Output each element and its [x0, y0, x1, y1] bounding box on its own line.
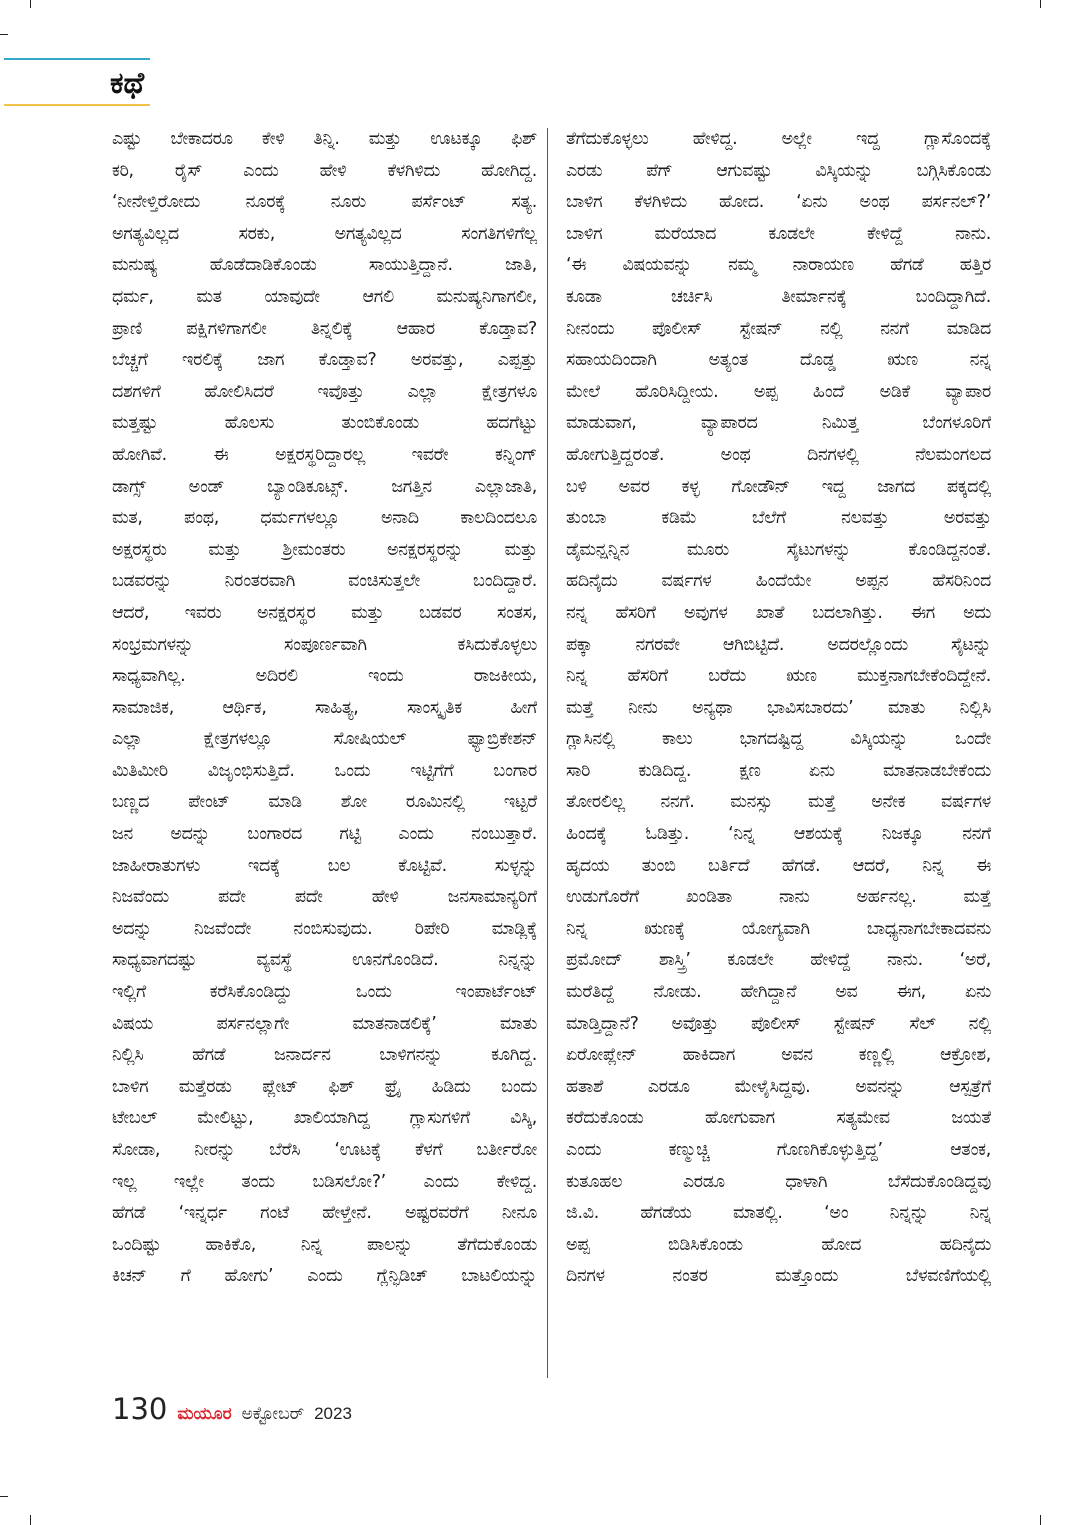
text-line: ಸಂಭ್ರಮಗಳನ್ನು ಸಂಪೂರ್ಣವಾಗಿ ಕಸಿದುಕೊಳ್ಳಲು: [112, 634, 537, 655]
text-line: ಬಾಳಿಗ ಮತ್ತೆರಡು ಪ್ಲೇಟ್ ಫಿಶ್ ಫ್ರೈ ಹಿಡಿದು ಬಂದು: [112, 1076, 537, 1097]
header-rule-top: [4, 58, 150, 60]
text-line: ನನ್ನ ಹೆಸರಿಗೆ ಅವುಗಳ ಖಾತೆ ಬದಲಾಗಿತ್ತು. ಈಗ ಅದು: [566, 602, 991, 623]
text-line: ಸಹಾಯದಿಂದಾಗಿ ಅತ್ಯಂತ ದೊಡ್ಡ ಋಣ ನನ್ನ: [566, 350, 991, 371]
text-line: ಹೆಗಡೆ ‘ಇನ್ನರ್ಧ ಗಂಟೆ ಹೇಳ್ತೇನೆ. ಅಷ್ಟರವರೆಗೆ ನೀನೂ: [112, 1203, 537, 1224]
text-line: ಕರೆದುಕೊಂಡು ಹೋಗುವಾಗ ಸತ್ಯಮೇವ ಜಯತೆ: [566, 1108, 991, 1129]
text-line: ‘ಈ ವಿಷಯವನ್ನು ನಮ್ಮ ನಾರಾಯಣ ಹೆಗಡೆ ಹತ್ತಿರ: [566, 255, 991, 276]
text-line: ನಿಲ್ಲಿಸಿ ಹೆಗಡೆ ಜನಾರ್ದನ ಬಾಳಿಗನನ್ನು ಕೂಗಿದ್ದ.: [112, 1045, 537, 1066]
text-line: ಆದರೆ, ಇವರು ಅನಕ್ಷರಸ್ಥರ ಮತ್ತು ಬಡವರ ಸಂತಸ,: [112, 602, 537, 623]
text-line: ಜಿ.ವಿ. ಹೆಗಡೆಯ ಮಾತಲ್ಲಿ. ‘ಅಂ ನಿನ್ನನ್ನು ನಿನ್ನ: [566, 1203, 991, 1224]
text-line: ಬಡವರನ್ನು ನಿರಂತರವಾಗಿ ವಂಚಿಸುತ್ತಲೇ ಬಂದಿದ್ದಾರೆ.: [112, 571, 537, 592]
text-line: ತುಂಬಾ ಕಡಿಮೆ ಬೆಲೆಗೆ ನಲವತ್ತು ಅರವತ್ತು: [566, 508, 991, 529]
text-line: ದಶಗಳಿಗೆ ಹೋಲಿಸಿದರೆ ಇವೊತ್ತು ಎಲ್ಲಾ ಕ್ಷೇತ್ರಗಳೂ: [112, 381, 537, 402]
crop-mark: [30, 0, 31, 8]
text-line: ಉಡುಗೊರೆಗೆ ಖಂಡಿತಾ ನಾನು ಅರ್ಹನಲ್ಲ. ಮತ್ತೆ: [566, 887, 991, 908]
text-line: ಬಳಿ ಅವರ ಕಳ್ಳ ಗೋಡೌನ್ ಇದ್ದ ಜಾಗದ ಪಕ್ಕದಲ್ಲಿ: [566, 476, 991, 497]
text-line: ಮತ್ತಷ್ಟು ಹೊಲಸು ತುಂಬಿಕೊಂಡು ಹದಗೆಟ್ಟು: [112, 413, 537, 434]
crop-mark: [30, 1515, 31, 1525]
issue-month: ಅಕ್ಟೋಬರ್: [241, 1404, 305, 1424]
text-line: ಎಷ್ಟು ಬೇಕಾದರೂ ಕೇಳಿ ತಿನ್ನಿ. ಮತ್ತು ಊಟಕ್ಕೂ ಫಿಶ್: [112, 129, 537, 149]
text-line: ಕರಿ, ರೈಸ್ ಎಂದು ಹೇಳಿ ಕೆಳಗಿಳಿದು ಹೋಗಿದ್ದ.: [112, 160, 537, 181]
crop-mark: [1040, 1515, 1041, 1525]
text-line: ಹೃದಯ ತುಂಬಿ ಬರ್ತಿದೆ ಹೆಗಡೆ. ಆದರೆ, ನಿನ್ನ ಈ: [566, 855, 991, 876]
magazine-logo: ಮಯೂರ: [177, 1404, 232, 1424]
section-label: ಕಥೆ: [110, 66, 145, 101]
header-rule-bottom: [4, 104, 150, 106]
text-line: ಎಲ್ಲಾ ಕ್ಷೇತ್ರಗಳಲ್ಲೂ ಸೋಷಿಯಲ್ ಫ್ಯಾಬ್ರಿಕೇಶನ್: [112, 729, 537, 750]
text-line: ಅಗತ್ಯವಿಲ್ಲದ ಸರಕು, ಅಗತ್ಯವಿಲ್ಲದ ಸಂಗತಿಗಳಿಗೆಲ್ಲ: [112, 223, 537, 244]
text-line: ವಿಷಯ ಪರ್ಸನಲ್ಲಾಗೇ ಮಾತನಾಡಲಿಕ್ಕೆ’ ಮಾತು: [112, 1013, 537, 1034]
text-line: ಜಾಹೀರಾತುಗಳು ಇದಕ್ಕೆ ಬಲ ಕೊಟ್ಟಿವೆ. ಸುಳ್ಳನ್ನು: [112, 855, 537, 876]
text-line: ಪ್ರಮೋದ್ ಶಾಸ್ತ್ರಿ’ ಕೂಡಲೇ ಹೇಳಿದ್ದೆ ನಾನು. ‘ಅರೆ,: [566, 950, 991, 971]
text-line: ಟೇಬಲ್ ಮೇಲಿಟ್ಟು, ಖಾಲಿಯಾಗಿದ್ದ ಗ್ಲಾಸುಗಳಿಗೆ ವಿಸ್ಕಿ,: [112, 1108, 537, 1129]
text-line: ಹೋಗುತ್ತಿದ್ದರಂತೆ. ಅಂಥ ದಿನಗಳಲ್ಲಿ ನೆಲಮಂಗಲದ: [566, 444, 991, 465]
text-line: ಸಾಧ್ಯವಾಗಿಲ್ಲ. ಅದಿರಲಿ ಇಂದು ರಾಜಕೀಯ,: [112, 666, 537, 687]
text-line: ಮನುಷ್ಯ ಹೊಡೆದಾಡಿಕೊಂಡು ಸಾಯುತ್ತಿದ್ದಾನೆ. ಜಾತಿ,: [112, 255, 537, 276]
text-line: ಸಾಧ್ಯವಾಗದಷ್ಟು ವ್ಯವಸ್ಥೆ ಊನಗೊಂಡಿದೆ. ನಿನ್ನನ್ನು: [112, 950, 537, 971]
crop-mark: [0, 1496, 8, 1497]
text-line: ಬಾಳಿಗ ಮರೆಯಾದ ಕೂಡಲೇ ಕೇಳಿದ್ದೆ ನಾನು.: [566, 223, 991, 244]
text-line: ಮತ, ಪಂಥ, ಧರ್ಮಗಳಲ್ಲೂ ಅನಾದಿ ಕಾಲದಿಂದಲೂ: [112, 508, 537, 529]
text-line: ಮತ್ತೆ ನೀನು ಅನ್ಯಥಾ ಭಾವಿಸಬಾರದು’ ಮಾತು ನಿಲ್ಲಿಸಿ: [566, 697, 991, 718]
text-line: ಕಿಚನ್ ಗೆ ಹೋಗು’ ಎಂದು ಗ್ಲೆನ್ಫಿಡಿಚ್ ಬಾಟಲಿಯನ್ನು: [112, 1266, 537, 1287]
column-divider: [547, 128, 548, 1378]
text-line: ಡೈಮನ್ಷನ್ನಿನ ಮೂರು ಸೈಟುಗಳನ್ನು ಕೊಂಡಿದ್ದನಂತೆ.: [566, 539, 991, 560]
text-line: ಜನ ಅದನ್ನು ಬಂಗಾರದ ಗಟ್ಟಿ ಎಂದು ನಂಬುತ್ತಾರೆ.: [112, 824, 537, 845]
page-number: 130: [112, 1392, 168, 1426]
text-line: ತೋರಲಿಲ್ಲ ನನಗೆ. ಮನಸ್ಸು ಮತ್ತೆ ಅನೇಕ ವರ್ಷಗಳ: [566, 792, 991, 813]
text-line: ಸಾರಿ ಕುಡಿದಿದ್ದ. ಕ್ಷಣ ಏನು ಮಾತನಾಡಬೇಕೆಂದು: [566, 760, 991, 781]
left-text-column: [112, 124, 537, 1293]
page-footer: [112, 1392, 352, 1432]
text-line: ಎರಡು ಪೆಗ್ ಆಗುವಷ್ಟು ವಿಸ್ಕಿಯನ್ನು ಬಗ್ಗಿಸಿಕೊಂಡು: [566, 160, 991, 181]
text-line: ದಿನಗಳ ನಂತರ ಮತ್ತೊಂದು ಬೆಳವಣಿಗೆಯಲ್ಲಿ: [566, 1266, 991, 1287]
text-line: ಮಾಡುವಾಗ, ವ್ಯಾಪಾರದ ನಿಮಿತ್ತ ಬೆಂಗಳೂರಿಗೆ: [566, 413, 991, 434]
text-line: ಏರೋಪ್ಲೇನ್ ಹಾಕಿದಾಗ ಅವನ ಕಣ್ಣಲ್ಲಿ ಆಕ್ರೋಶ,: [566, 1045, 991, 1066]
text-line: ‘ನೀನೇಳ್ತಿರೋದು ನೂರಕ್ಕೆ ನೂರು ಪರ್ಸೆಂಟ್ ಸತ್ಯ.: [112, 192, 537, 213]
text-line: ಹತಾಶೆ ಎರಡೂ ಮೇಳೈಸಿದ್ದವು. ಅವನನ್ನು ಆಸ್ಪತ್ರೆಗೆ: [566, 1076, 991, 1097]
text-line: ಡಾಗ್ಸ್ ಅಂಡ್ ಬ್ಯಾಂಡಿಕೂಟ್ಸ್. ಜಗತ್ತಿನ ಎಲ್ಲಾಜಾತಿ,: [112, 476, 537, 497]
text-line: ಅಪ್ಪ ಬಿಡಿಸಿಕೊಂಡು ಹೋದ ಹದಿನೈದು: [566, 1234, 991, 1255]
text-line: ನೀನಂದು ಪೊಲೀಸ್ ಸ್ಟೇಷನ್ ನಲ್ಲಿ ನನಗೆ ಮಾಡಿದ: [566, 318, 991, 339]
text-line: ಕೂಡಾ ಚರ್ಚಿಸಿ ತೀರ್ಮಾನಕ್ಕೆ ಬಂದಿದ್ದಾಗಿದೆ.: [566, 286, 991, 307]
text-line: ಪಕ್ಕಾ ನಗರವೇ ಆಗಿಬಿಟ್ಟಿದೆ. ಅದರಲ್ಲೊಂದು ಸೈಟನ್ನು: [566, 634, 991, 655]
right-text-column: [566, 124, 991, 1293]
text-line: ನಿಜವೆಂದು ಪದೇ ಪದೇ ಹೇಳಿ ಜನಸಾಮಾನ್ಯರಿಗೆ: [112, 887, 537, 908]
text-line: ಮೇಲೆ ಹೊರಿಸಿದ್ದೀಯ. ಅಪ್ಪ ಹಿಂದೆ ಅಡಿಕೆ ವ್ಯಾಪಾರ: [566, 381, 991, 402]
text-line: ನಿನ್ನ ಋಣಕ್ಕೆ ಯೋಗ್ಯವಾಗಿ ಬಾಧ್ಯನಾಗಬೇಕಾದವನು: [566, 918, 991, 939]
text-line: ತೆಗೆದುಕೊಳ್ಳಲು ಹೇಳಿದ್ದ. ಅಲ್ಲೇ ಇದ್ದ ಗ್ಲಾಸೊಂದಕ್ಕೆ: [566, 129, 991, 149]
text-line: ಹದಿನೈದು ವರ್ಷಗಳ ಹಿಂದೆಯೇ ಅಪ್ಪನ ಹೆಸರಿನಿಂದ: [566, 571, 991, 592]
text-line: ಬಾಳಿಗ ಕೆಳಗಿಳಿದು ಹೋದ. ‘ಏನು ಅಂಥ ಪರ್ಸನಲ್?’: [566, 192, 991, 213]
text-line: ಎಂದು ಕಣ್ಮುಚ್ಚಿ ಗೊಣಗಿಕೊಳ್ಳುತ್ತಿದ್ದ’ ಆತಂಕ,: [566, 1140, 991, 1160]
text-line: ಗ್ಲಾಸಿನಲ್ಲಿ ಕಾಲು ಭಾಗದಷ್ಟಿದ್ದ ವಿಸ್ಕಿಯನ್ನು ಒಂದೇ: [566, 729, 991, 750]
text-line: ಅಕ್ಷರಸ್ಥರು ಮತ್ತು ಶ್ರೀಮಂತರು ಅನಕ್ಷರಸ್ಥರನ್ನು ಮತ್ತು: [112, 539, 537, 560]
text-line: ಧರ್ಮ, ಮತ ಯಾವುದೇ ಆಗಲಿ ಮನುಷ್ಯನಿಗಾಗಲೀ,: [112, 286, 537, 307]
issue-year: 2023: [314, 1404, 352, 1423]
crop-mark: [0, 34, 8, 35]
text-line: ಸಾಮಾಜಿಕ, ಆರ್ಥಿಕ, ಸಾಹಿತ್ಯ, ಸಾಂಸ್ಕೃತಿಕ ಹೀಗೆ: [112, 697, 537, 718]
text-line: ಒಂದಿಷ್ಟು ಹಾಕಿಕೊ, ನಿನ್ನ ಪಾಲನ್ನು ತೆಗೆದುಕೊಂಡು: [112, 1234, 537, 1255]
text-line: ಮಾಡ್ತಿದ್ದಾನೆ? ಅವೊತ್ತು ಪೊಲೀಸ್ ಸ್ಟೇಷನ್ ಸೆಲ್ ನಲ್ಲಿ: [566, 1013, 991, 1034]
text-line: ಇಲ್ಲಿಗೆ ಕರೆಸಿಕೊಂಡಿದ್ದು ಒಂದು ಇಂಪಾರ್ಟೆಂಟ್: [112, 982, 537, 1003]
text-line: ಸೋಡಾ, ನೀರನ್ನು ಬೆರೆಸಿ ‘ಊಟಕ್ಕೆ ಕೆಳಗೆ ಬರ್ತೀರೋ: [112, 1140, 537, 1160]
text-line: ಮಿತಿಮೀರಿ ವಿಜೃಂಭಿಸುತ್ತಿದೆ. ಒಂದು ಇಟ್ಟಿಗೆಗೆ ಬಂಗಾರ: [112, 760, 537, 781]
crop-mark: [1040, 0, 1041, 8]
text-line: ಪ್ರಾಣಿ ಪಕ್ಷಿಗಳಿಗಾಗಲೀ ತಿನ್ನಲಿಕ್ಕೆ ಆಹಾರ ಕೊಡ್ತಾವ?: [112, 318, 537, 339]
text-line: ಬೆಚ್ಚಗೆ ಇರಲಿಕ್ಕೆ ಜಾಗ ಕೊಡ್ತಾವ? ಅರವತ್ತು, ಎಪ್ಪತ್ತು: [112, 350, 537, 371]
text-line: ನಿನ್ನ ಹೆಸರಿಗೆ ಬರೆದು ಋಣ ಮುಕ್ತನಾಗಬೇಕೆಂದಿದ್ದೇನೆ.: [566, 666, 991, 687]
text-line: ಮರೆತಿದ್ದೆ ನೋಡು. ಹೇಗಿದ್ದಾನೆ ಅವ ಈಗ, ಏನು: [566, 982, 991, 1003]
text-line: ಇಲ್ಲ ಇಲ್ಲೇ ತಂದು ಬಡಿಸಲೋ?’ ಎಂದು ಕೇಳಿದ್ದ.: [112, 1171, 537, 1192]
text-line: ಹಿಂದಕ್ಕೆ ಓಡಿತ್ತು. ‘ನಿನ್ನ ಆಶಯಕ್ಕೆ ನಿಜಕ್ಕೂ ನನಗೆ: [566, 824, 991, 845]
text-line: ಬಣ್ಣದ ಪೇಂಟ್ ಮಾಡಿ ಶೋ ರೂಮಿನಲ್ಲಿ ಇಟ್ಟರೆ: [112, 792, 537, 813]
text-line: ಅದನ್ನು ನಿಜವೆಂದೇ ನಂಬಿಸುವುದು. ರಿಪೇರಿ ಮಾಡ್ಲಿಕ್ಕೆ: [112, 918, 537, 939]
text-line: ಕುತೂಹಲ ಎರಡೂ ಧಾಳಾಗಿ ಬೆಸೆದುಕೊಂಡಿದ್ದವು: [566, 1171, 991, 1192]
text-line: ಹೋಗಿವೆ. ಈ ಅಕ್ಷರಸ್ಥರಿದ್ದಾರಲ್ಲ ಇವರೇ ಕನ್ನಿಂಗ್: [112, 444, 537, 465]
